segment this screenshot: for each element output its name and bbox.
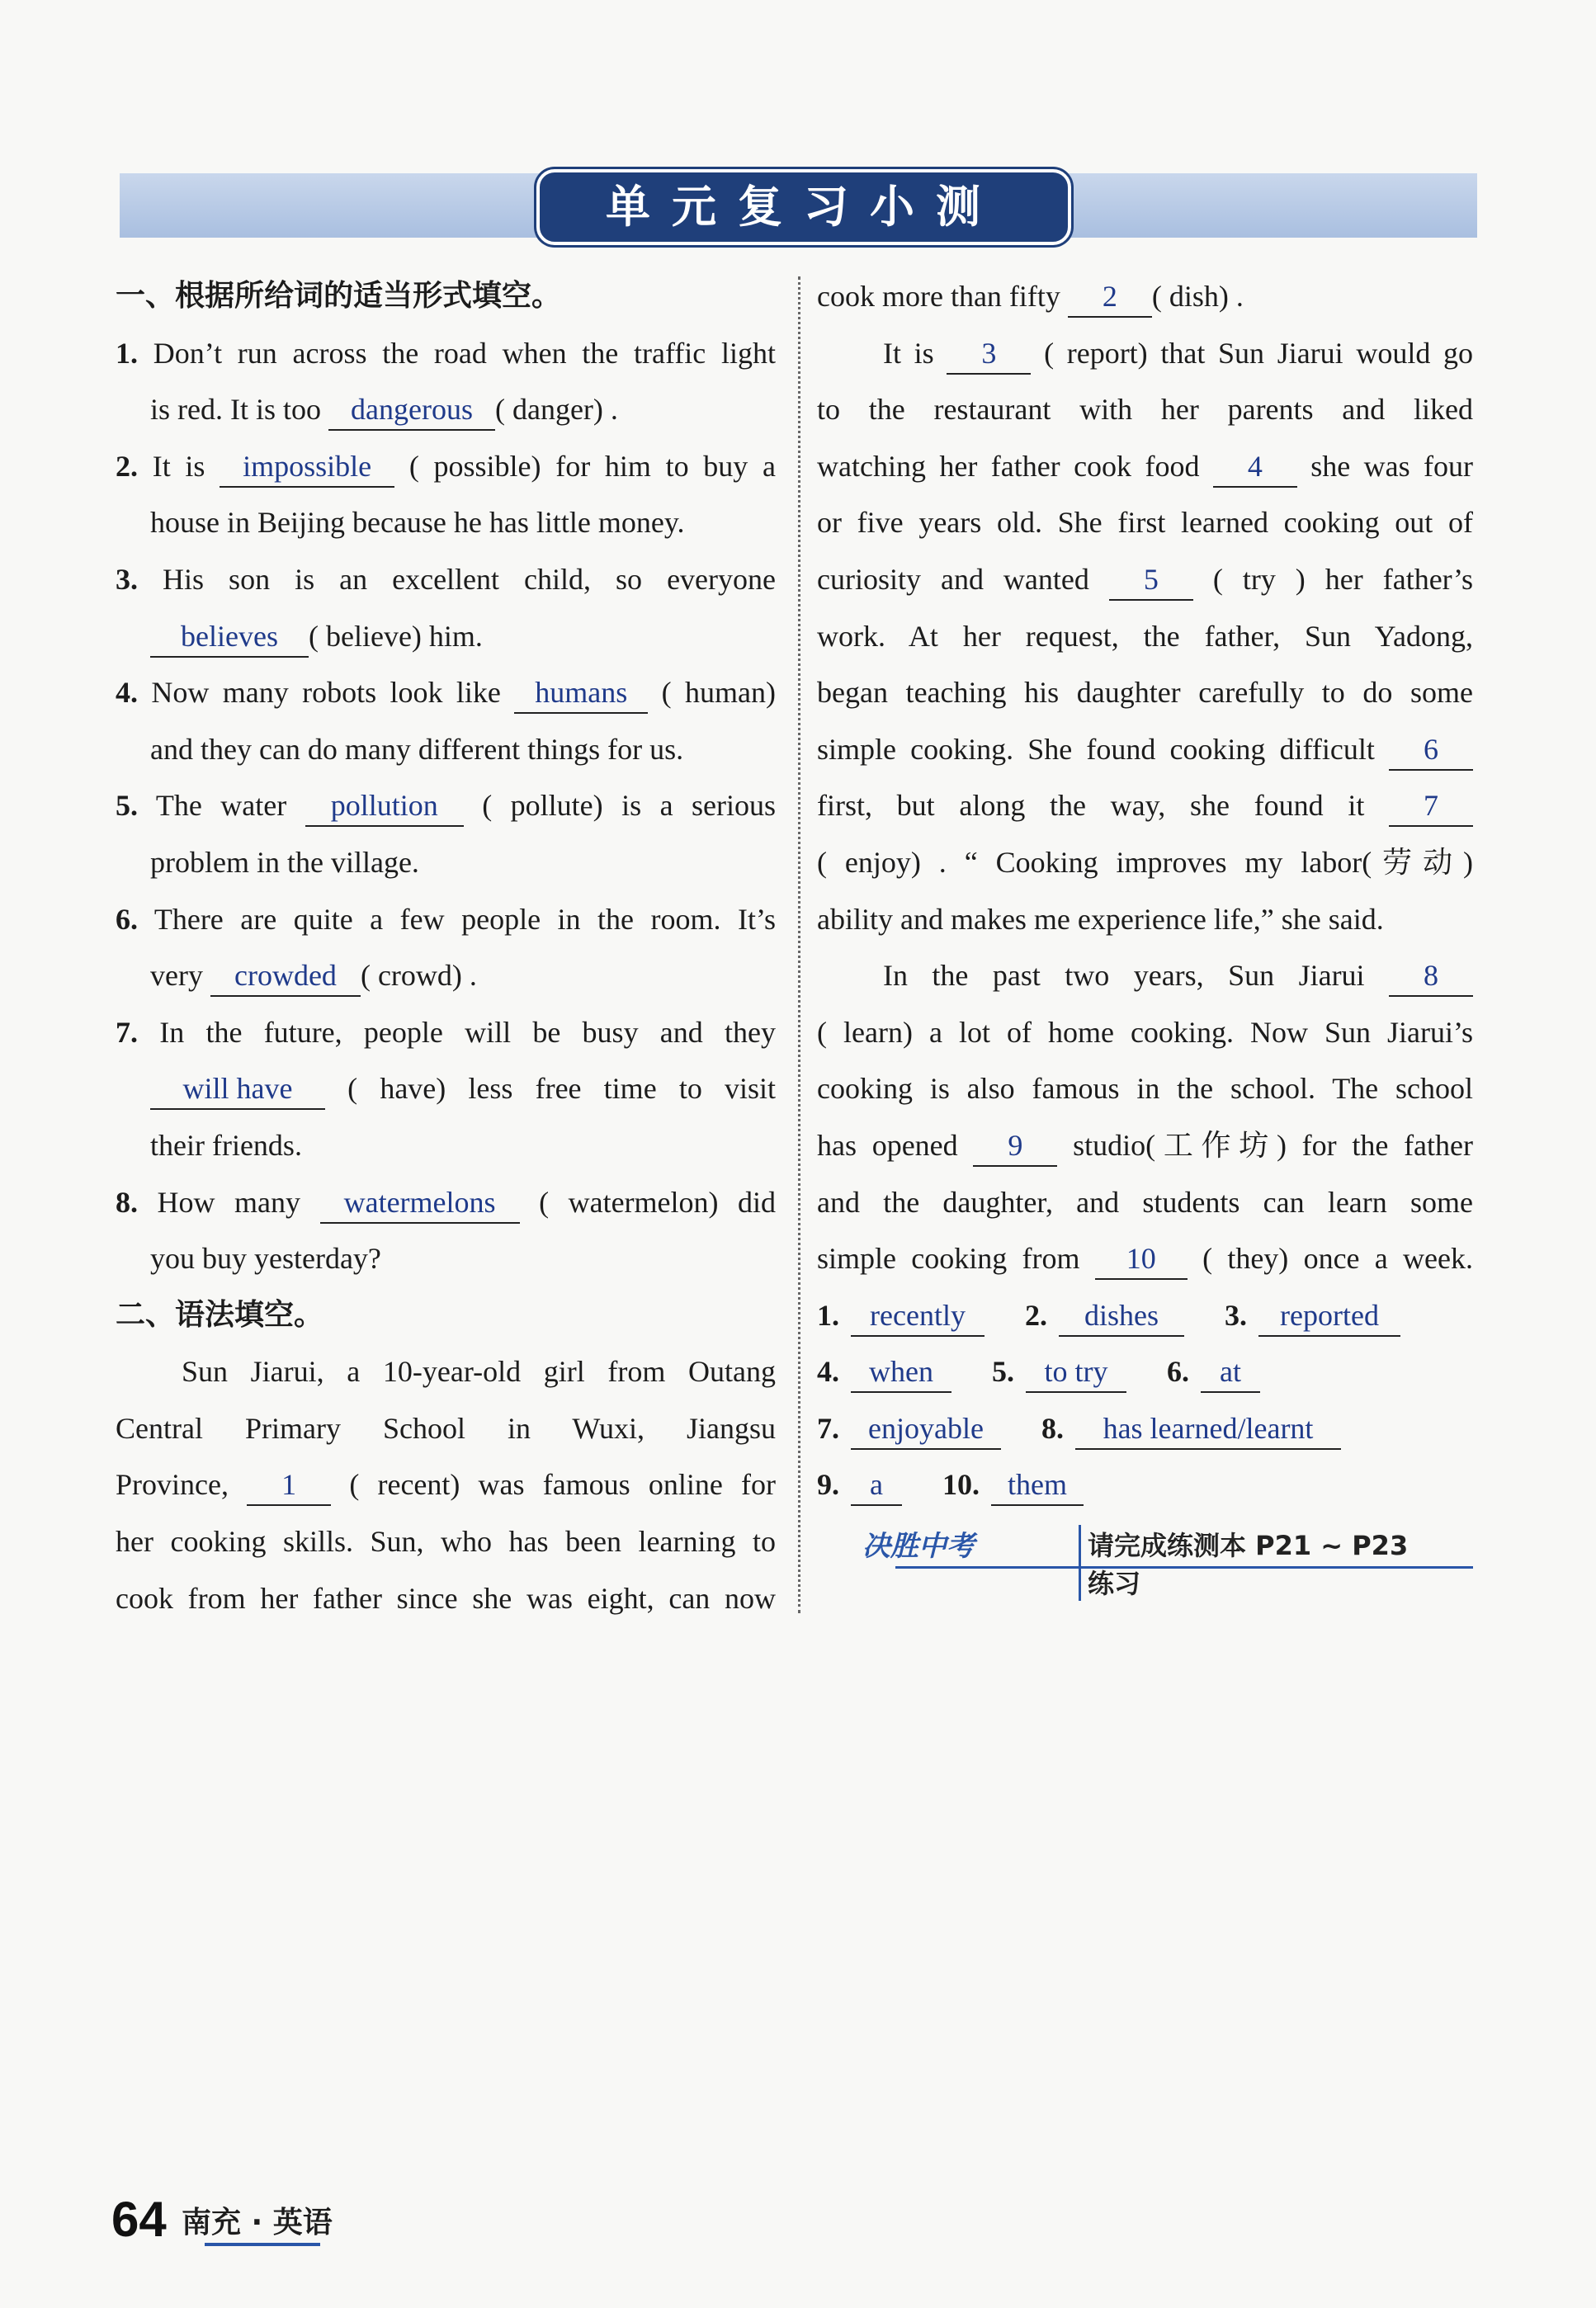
passage-line: In the past two years, Sun Jiarui 8: [817, 947, 1473, 1004]
passage-line: has opened 9 studio(工作坊) for the father: [817, 1117, 1473, 1174]
answer-blank[interactable]: pollution: [305, 786, 464, 827]
passage-line: simple cooking. She found cooking difficult 6: [817, 721, 1473, 778]
item-4-line2: and they can do many different things for us.: [150, 732, 684, 766]
page-number: 64: [111, 2192, 167, 2247]
passage-blank[interactable]: 3: [947, 333, 1031, 375]
passage-line: cooking is also famous in the school. The school: [817, 1072, 1473, 1106]
practice-reference-text: 请完成练测本 P21 ~ P23 练习: [1079, 1525, 1440, 1601]
item-8-line1: 8. How many watermelons ( watermelon) did: [116, 1174, 776, 1231]
answer-row: 9. a 10. them: [817, 1456, 1473, 1513]
tag-underline: [895, 1566, 1473, 1569]
passage-line: Central Primary School in Wuxi, Jiangsu: [116, 1411, 776, 1445]
item-2-line1: 2. It is impossible ( possible) for him to buy a: [116, 438, 776, 495]
left-column: [116, 268, 776, 1626]
answer-blank[interactable]: enjoyable: [851, 1409, 1001, 1450]
runner-logo: 决胜中考: [862, 1530, 975, 1563]
passage-blank[interactable]: 4: [1213, 446, 1297, 488]
passage-line: began teaching his daughter carefully to do some: [817, 676, 1473, 710]
answer-blank[interactable]: them: [991, 1465, 1084, 1506]
passage-line: curiosity and wanted 5 ( try ) her father’s: [817, 551, 1473, 608]
item-1-line1: 1. Don’t run across the road when the traffic light: [116, 336, 777, 370]
answer-row: 7. enjoyable 8. has learned/learnt: [817, 1400, 1473, 1457]
answer-blank[interactable]: recently: [851, 1296, 985, 1337]
item-5-line1: 5. The water pollution ( pollute) is a serious: [116, 777, 776, 834]
answer-blank[interactable]: humans: [514, 673, 648, 714]
passage-line: to the restaurant with her parents and liked: [817, 393, 1473, 427]
item-8-line2: you buy yesterday?: [150, 1242, 381, 1276]
answer-blank[interactable]: a: [851, 1465, 902, 1506]
passage-line: her cooking skills. Sun, who has been learning to: [116, 1525, 776, 1559]
passage-blank[interactable]: 6: [1389, 729, 1473, 771]
passage-blank[interactable]: 9: [973, 1126, 1057, 1167]
passage-line: ( enjoy) . “ Cooking improves my labor(劳动): [817, 845, 1473, 879]
passage-blank[interactable]: 10: [1095, 1239, 1188, 1280]
answer-blank[interactable]: dishes: [1059, 1296, 1184, 1337]
passage-blank[interactable]: 8: [1389, 956, 1473, 997]
answer-blank[interactable]: watermelons: [320, 1182, 520, 1224]
answer-blank[interactable]: impossible: [220, 446, 394, 488]
answer-blank[interactable]: believes: [150, 616, 309, 658]
page-label: 南充 · 英语: [182, 2206, 333, 2240]
column-divider: [798, 276, 800, 1613]
section2-heading: 二、语法填空。: [116, 1297, 324, 1332]
passage-blank[interactable]: 5: [1109, 559, 1193, 601]
item-3-line1: 3. His son is an excellent child, so everyone: [116, 562, 776, 596]
page-title: 单元复习小测: [536, 169, 1071, 245]
item-7-line2: will have ( have) less free time to visit: [116, 1060, 776, 1117]
answer-blank[interactable]: at: [1201, 1352, 1260, 1393]
item-7-line1: 7. In the future, people will be busy and they: [116, 1015, 777, 1049]
passage-line: It is 3 ( report) that Sun Jiarui would go: [817, 325, 1473, 382]
answer-row: 4. when 5. to try 6. at: [817, 1343, 1473, 1400]
passage-line: and the daughter, and students can learn some: [817, 1185, 1473, 1219]
answer-row: 1. recently 2. dishes 3. reported: [817, 1287, 1473, 1344]
item-3-line2: believes ( believe) him.: [116, 608, 776, 665]
answer-blank[interactable]: dangerous: [328, 389, 495, 431]
page-label-underline: [205, 2243, 320, 2246]
right-column: [817, 268, 1473, 1513]
passage-line: Sun Jiarui, a 10-year-old girl from Outang: [182, 1355, 776, 1389]
answer-blank[interactable]: when: [851, 1352, 951, 1393]
passage-line: ability and makes me experience life,” she said.: [817, 902, 1384, 936]
answer-blank[interactable]: crowded: [210, 956, 361, 997]
passage-line: or five years old. She first learned cooking out of: [817, 506, 1473, 540]
item-6-line2: very crowded ( crowd) .: [116, 947, 776, 1004]
passage-line: watching her father cook food 4 she was four: [817, 438, 1473, 495]
section1-heading: 一、根据所给词的适当形式填空。: [116, 279, 562, 313]
item-7-line3: their friends.: [150, 1128, 302, 1162]
passage-line: cook from her father since she was eight, can now: [116, 1581, 776, 1615]
answer-blank[interactable]: has learned/learnt: [1075, 1409, 1341, 1450]
passage-blank[interactable]: 1: [247, 1465, 331, 1506]
passage-line: ( learn) a lot of home cooking. Now Sun Jiarui’s: [817, 1015, 1473, 1049]
passage-blank[interactable]: 2: [1068, 276, 1152, 318]
item-6-line1: 6. There are quite a few people in the room. It’s: [116, 902, 776, 936]
passage-line: work. At her request, the father, Sun Yadong,: [817, 619, 1473, 653]
item-5-line2: problem in the village.: [150, 845, 419, 879]
passage-blank[interactable]: 7: [1389, 786, 1473, 827]
answer-blank[interactable]: will have: [150, 1069, 325, 1110]
passage-line: first, but along the way, she found it 7: [817, 777, 1473, 834]
passage-line: Province, 1 ( recent) was famous online for: [116, 1456, 776, 1513]
item-1-line2: is red. It is too dangerous ( danger) .: [116, 381, 776, 438]
passage-line: simple cooking from 10 ( they) once a week.: [817, 1230, 1473, 1287]
answer-blank[interactable]: to try: [1026, 1352, 1126, 1393]
answer-blank[interactable]: reported: [1258, 1296, 1400, 1337]
practice-reference: [862, 1518, 1440, 1599]
item-4-line1: 4. Now many robots look like humans ( human): [116, 664, 776, 721]
passage-line: cook more than fifty 2 ( dish) .: [817, 268, 1473, 325]
item-2-line2: house in Beijing because he has little money.: [150, 506, 685, 540]
